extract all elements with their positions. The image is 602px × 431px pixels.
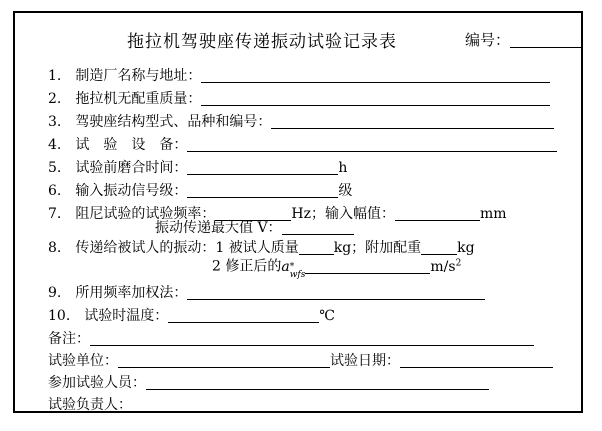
test-unit-blank[interactable] (118, 353, 330, 368)
form-row-participants (48, 375, 489, 392)
form-row-input-signal-level (48, 183, 352, 200)
form-row-test-equipment (48, 137, 557, 154)
input-signal-level-label: 6. 输入振动信号级： (48, 183, 188, 199)
form-row-leader (48, 397, 389, 414)
test-temperature-unit: ℃ (319, 308, 335, 324)
ballast-blank[interactable] (421, 240, 457, 255)
ballast-label: 附加配重 (365, 240, 422, 256)
acceleration-unit-base: m/s (430, 258, 456, 275)
tractor-mass-blank[interactable] (201, 91, 550, 106)
form-row-runin-time (48, 160, 347, 177)
test-unit-label: 试验单位： (48, 353, 118, 369)
serial-row (465, 29, 581, 50)
form-title: 拖拉机驾驶座传递振动试验记录表 (127, 32, 397, 52)
formula-superscript: * (289, 261, 295, 272)
serial-blank[interactable] (510, 33, 581, 48)
acceleration-unit-exponent: 2 (455, 258, 462, 268)
test-equipment-blank[interactable] (187, 137, 557, 152)
acceleration-unit (430, 259, 461, 275)
leader-label: 试验负责人： (48, 397, 132, 413)
max-transmission-label: 振动传递最大值 V： (155, 220, 282, 236)
seat-type-blank[interactable] (271, 114, 554, 129)
formula-subscript: wfs (289, 269, 306, 280)
remarks-blank[interactable] (90, 331, 534, 346)
remarks-label: 备注： (48, 331, 90, 347)
form-row-tractor-mass (48, 91, 550, 108)
formula-base: a (281, 258, 290, 275)
seat-type-label: 3. 驾驶座结构型式、品种和编号： (48, 114, 272, 130)
form-row-remarks (48, 331, 534, 348)
participants-label: 参加试验人员： (48, 375, 146, 391)
damping-freq-unit: Hz； (291, 206, 325, 222)
serial-label: 编号： (465, 31, 511, 49)
input-amplitude-blank[interactable] (395, 206, 480, 221)
form-row-test-temperature (48, 308, 335, 325)
corrected-acceleration-label: 2 修正后的 (212, 258, 282, 275)
input-amplitude-label: 输入幅值： (324, 206, 395, 222)
tractor-mass-label: 2. 拖拉机无配重质量： (48, 91, 202, 107)
runin-time-unit: h (338, 160, 348, 176)
awfs-formula (281, 258, 306, 280)
max-transmission-blank[interactable] (282, 220, 354, 235)
form-row-manufacturer (48, 68, 550, 85)
form-row-corrected-acceleration (212, 255, 461, 279)
input-amplitude-unit: mm (479, 206, 507, 222)
corrected-acceleration-blank[interactable] (305, 259, 430, 274)
form-row-seat-type (48, 114, 554, 131)
form-row-unit-and-date (48, 353, 553, 370)
form-row-max-transmission (155, 220, 354, 237)
form-sheet (13, 11, 583, 413)
participants-blank[interactable] (146, 375, 489, 390)
input-signal-level-unit: 级 (338, 183, 353, 199)
form-row-weighting-method (48, 285, 485, 302)
vibration-to-subject-label: 8. 传递给被试人的振动： (48, 240, 216, 256)
weighting-method-blank[interactable] (187, 285, 485, 300)
subject-mass-label: 1 被试人质量 (215, 240, 299, 256)
test-temperature-blank[interactable] (168, 308, 319, 323)
manufacturer-blank[interactable] (201, 68, 550, 83)
formula-supsub (290, 263, 306, 279)
runin-time-blank[interactable] (187, 160, 338, 175)
subject-mass-blank[interactable] (299, 240, 334, 255)
damping-freq-label: 7. 阻尼试验的试验频率： (48, 206, 216, 222)
test-date-label: 试验日期： (330, 353, 400, 369)
input-signal-level-blank[interactable] (187, 183, 338, 198)
test-equipment-label: 4. 试 验 设 备： (48, 137, 188, 153)
test-date-blank[interactable] (400, 353, 553, 368)
manufacturer-label: 1. 制造厂名称与地址： (48, 68, 202, 84)
leader-blank[interactable] (132, 397, 389, 412)
weighting-method-label: 9. 所用频率加权法： (48, 285, 188, 301)
ballast-unit: kg (457, 240, 475, 256)
damping-freq-blank[interactable] (215, 206, 291, 221)
runin-time-label: 5. 试验前磨合时间： (48, 160, 188, 176)
test-temperature-label: 10. 试验时温度： (48, 308, 169, 324)
subject-mass-unit: kg； (333, 240, 366, 256)
